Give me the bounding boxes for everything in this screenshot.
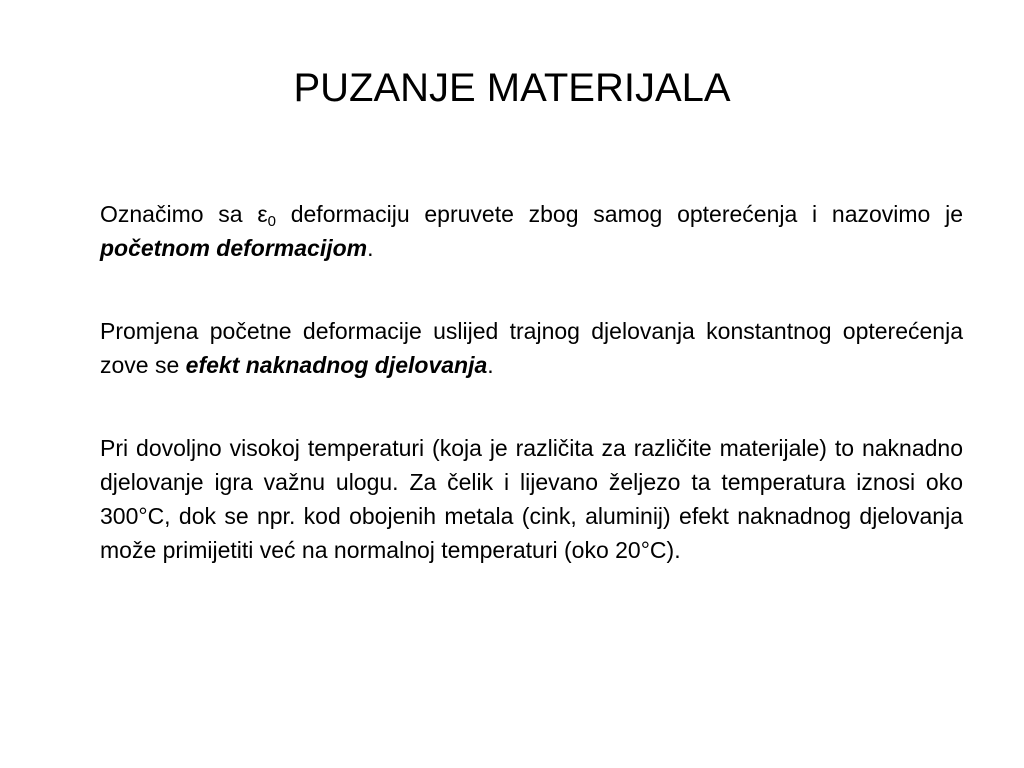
paragraph-end: .	[487, 352, 494, 378]
term-creep-effect: efekt naknadnog djelovanja	[185, 352, 488, 378]
paragraph-text: Označimo sa	[100, 201, 258, 227]
epsilon-symbol: ε	[257, 201, 268, 227]
paragraph-text: deformaciju epruvete zbog samog opterećenja i nazovimo je	[275, 201, 963, 227]
paragraph-temperature: Pri dovoljno visokoj temperaturi (koja je različita za različite materijale) to naknadno djelovanje igra važnu ulogu. Za čelik i lijevano željezo ta temperatura iznosi oko 300°C, dok se npr. kod obojenih metala (cink, aluminij) efekt naknadnog djelovanja može primijetiti već na normalnoj temperaturi (oko 20°C).	[100, 435, 963, 563]
slide-body	[100, 197, 963, 567]
paragraph-end: .	[367, 235, 374, 261]
paragraph-creep-effect	[100, 314, 963, 382]
paragraph-text: Promjena početne deformacije uslijed trajnog djelovanja konstantnog opterećenja zove se	[100, 318, 963, 378]
slide-title: PUZANJE MATERIJALA	[293, 66, 731, 110]
epsilon-subscript: 0	[267, 213, 276, 230]
paragraph-initial-deformation	[100, 197, 963, 265]
term-initial-deformation: početnom deformacijom	[100, 235, 368, 261]
